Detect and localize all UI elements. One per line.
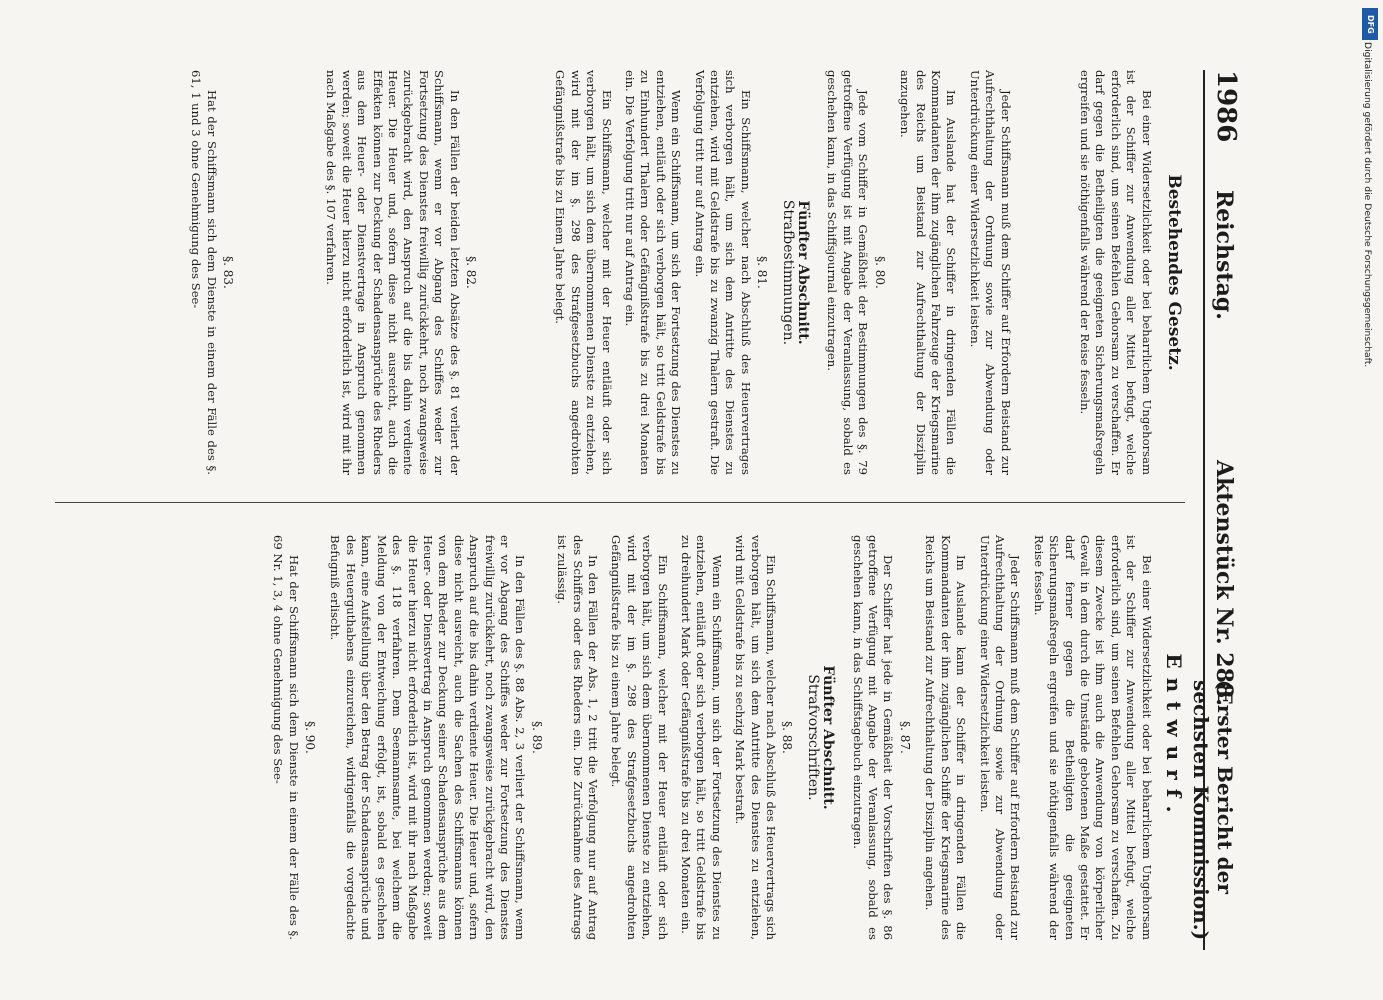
left-paragraph: Jede vom Schiffer in Gemäßheit der Bestimmungen des §. 79 getroffene Verfügung ist mit Angabe der Veranlassung, sobald es geschehen kann, in das Schiffsjournal einzutragen. bbox=[825, 70, 871, 475]
dfg-logo: DFG bbox=[1362, 8, 1378, 40]
section-number: §. 81. bbox=[755, 256, 770, 289]
left-paragraph: Wenn ein Schiffsmann, um sich der Fortsetzung des Dienstes zu entziehen, entläuft oder sich verborgen hält, so tritt Geldstrafe bis zu Einhundert Thalern oder Gefängnißstrafe bis zu drei Monaten ein. Die Verfolgung tritt nur auf Antrag ein. bbox=[623, 70, 684, 475]
left-column-title: Bestehendes Gesetz. bbox=[1164, 174, 1184, 371]
right-paragraph: Hat der Schiffsmann sich dem Dienste in einem der Fälle des §. 69 Nr. 1, 3, 4 ohne Genehmigung des See- bbox=[271, 535, 301, 940]
left-paragraph: Ein Schiffsmann, welcher mit der Heuer entläuft oder sich verborgen hält, um sich dem übernommenen Dienste zu entziehen, wird mit der im §. 298 des Strafgesetzbuchs angedrohten Gefängnißstrafe bis zu Einem Jahre belegt. bbox=[553, 70, 614, 475]
page-number: 1986 bbox=[1211, 70, 1241, 143]
abschnitt-title: Strafbestimmungen. bbox=[779, 199, 796, 346]
right-paragraph: In den Fällen des §. 88 Abs. 2, 3 verliert der Schiffsmann, wenn er vor Abgang des Schiffes weder zur Fortsetzung des Dienstes freiwillig zurückkehrt, noch zwangsweise zurückgebracht wird, den Anspruch auf die bis dahin verdiente Heuer. Die Heuer und, sofern diese nicht ausreicht, auch die Sachen des Schiffsmanns können von dem Rheder zur Deckung seiner Schadensansprüche aus dem Heuer- oder Dienstvertrag in Anspruch genommen werden; soweit die Heuer hierzu nicht erforderlich ist, wird mit ihr nach Maßgabe des §. 118 verfahren. Dem Seemannsamte, bei welchem die Meldung von der Entweichung erfolgt, ist, sobald es geschehen kann, eine Aufstellung über den Betrag der Schadensansprüche und des Heuerguthabens einzureichen, widrigenfalls die vorgedachte Befugniß erlischt. bbox=[328, 535, 528, 940]
left-paragraph: In den Fällen der beiden letzten Absätze des §. 81 verliert der Schiffsmann, wenn er vor Abgang des Schiffes weder zur Fortsetzung des Dienstes freiwillig zurückkehrt, noch zwangsweise zurückgebracht wird, den Anspruch auf die bis dahin verdiente Heuer. Die Heuer und, sofern diese nicht ausreicht, auch die Effekten können zur Deckung der Schadensansprüche des Rheders aus dem Heuer- oder Dienstvertrage in Anspruch genommen werden; soweit die Heuer hierzu nicht erforderlich ist, wird mit ihr nach Maßgabe des §. 107 verfahren. bbox=[324, 70, 462, 475]
right-paragraph: Im Auslande kann der Schiffer in dringenden Fällen die Kommandanten der ihm zugänglichen Schiffe der Kriegsmarine des Reichs um Beistand zur Aufrechthaltung der Disziplin angehen. bbox=[923, 535, 969, 940]
left-paragraph: Hat der Schiffsmann sich dem Dienste in einem der Fälle des §. 61, 1 und 3 ohne Genehmigung des See- bbox=[189, 70, 219, 475]
right-column bbox=[262, 535, 1185, 940]
right-paragraph: Bei einer Widersetzlichkeit oder bei beharrlichem Ungehorsam ist der Schiffer zur Anwendung aller Mittel befugt, welche erforderlich sind, um seinen Befehlen Gehorsam zu verschaffen. Zu diesem Zwecke ist ihm auch die Anwendung von körperlicher Gewalt in dem durch die Umstände gebotenen Maße gestattet. Er darf ferner gegen die Betheiligten die geeigneten Sicherungsmaßregeln ergreifen und sie nöthigenfalls während der Reise fesseln. bbox=[1031, 535, 1154, 940]
right-paragraph: Jeder Schiffsmann muß dem Schiffer auf Erfordern Beistand zur Aufrechthaltung der Ordnung sowie zur Abwendung oder Unterdrückung einer Widersetzlichkeit leisten. bbox=[977, 535, 1023, 940]
page-header bbox=[1189, 70, 1245, 950]
section-number: §. 90. bbox=[303, 721, 318, 754]
section-number: §. 80. bbox=[872, 256, 887, 289]
right-paragraph: Ein Schiffsmann, welcher nach Abschluß des Heuervertrags sich verborgen hält, um sich dem Antritte des Dienstes zu entziehen, wird mit Geldstrafe bis zu sechzig Mark bestraft. bbox=[733, 535, 779, 940]
section-number: §. 87. bbox=[897, 721, 912, 754]
left-paragraph: Im Auslande hat der Schiffer in dringenden Fällen die Kommandanten der ihm zugänglichen Fahrzeuge der Kriegsmarine des Reichs um Beistand zur Aufrechthaltung der Disziplin anzugehen. bbox=[898, 70, 959, 475]
abschnitt-heading: Fünfter Abschnitt. bbox=[795, 200, 812, 345]
column-divider bbox=[55, 502, 1185, 503]
section-number: §. 83. bbox=[220, 256, 235, 289]
left-paragraph: Bei einer Widersetzlichkeit oder bei beharrlichem Ungehorsam ist der Schiffer zur Anwendung aller Mittel befugt, welche erforderlich sind, um seinen Befehlen Gehorsam zu verschaffen. Er darf gegen die Betheiligten die geeigneten Sicherungsmaßregeln ergreifen und sie nöthigenfalls während der Reise fesseln. bbox=[1077, 70, 1154, 475]
abschnitt-title: Strafvorschriften. bbox=[804, 674, 821, 801]
left-paragraph: Ein Schiffsmann, welcher nach Abschluß des Heuervertrages sich verborgen hält, um sich dem Antritte des Dienstes zu entziehen, wird mit Geldstrafe bis zu zwanzig Thalern gestraft. Die Verfolgung tritt nur auf Antrag ein. bbox=[692, 70, 753, 475]
section-number: §. 82. bbox=[464, 256, 478, 289]
right-paragraph: Ein Schiffsmann, welcher mit der Heuer entläuft oder sich verborgen hält, um sich dem übernommenen Dienste zu entziehen, wird mit der im §. 298 des Strafgesetzbuchs angedrohten Gefängnißstrafe bis zu einem Jahre belegt. bbox=[609, 535, 670, 940]
digitization-notice: Digitalisierung gefördert durch die Deutsche Forschungsgemeinschaft. bbox=[1362, 42, 1373, 368]
header-aktenstueck: Aktenstück Nr. 288. bbox=[1211, 460, 1237, 706]
right-paragraph: Wenn ein Schiffsmann, um sich der Fortsetzung des Dienstes zu entziehen, entläuft oder sich verborgen hält, so tritt Geldstrafe bis zu dreihundert Mark oder Gefängnißstrafe bis zu drei Monaten ein. bbox=[679, 535, 724, 940]
left-paragraph: Jeder Schiffsmann muß dem Schiffer auf Erfordern Beistand zur Aufrechthaltung der Ordnung sowie zur Abwendung oder Unterdrückung einer Widersetzlichkeit leisten. bbox=[967, 70, 1013, 475]
right-paragraph: Der Schiffer hat jede in Gemäßheit der Vorschriften des §. 86 getroffene Verfügung mit Angabe der Veranlassung, sobald es geschehen kann, in das Schiffstagebuch einzutragen. bbox=[850, 535, 896, 940]
right-paragraph: In den Fällen der Abs. 1, 2 tritt die Verfolgung nur auf Antrag des Schiffers oder des Rheders ein. Die Zurücknahme des Antrags ist zulässig. bbox=[555, 535, 600, 940]
section-number: §. 88. bbox=[780, 721, 795, 754]
left-column bbox=[180, 70, 1185, 475]
header-label: Reichstag. bbox=[1211, 190, 1237, 320]
section-number: §. 89. bbox=[529, 721, 544, 754]
header-commission: (Erster Bericht der sechsten Kommission.) bbox=[1189, 680, 1237, 941]
right-column-title: Entwurf. bbox=[1162, 653, 1186, 822]
abschnitt-heading: Fünfter Abschnitt. bbox=[820, 665, 837, 810]
page-content bbox=[45, 70, 1245, 950]
